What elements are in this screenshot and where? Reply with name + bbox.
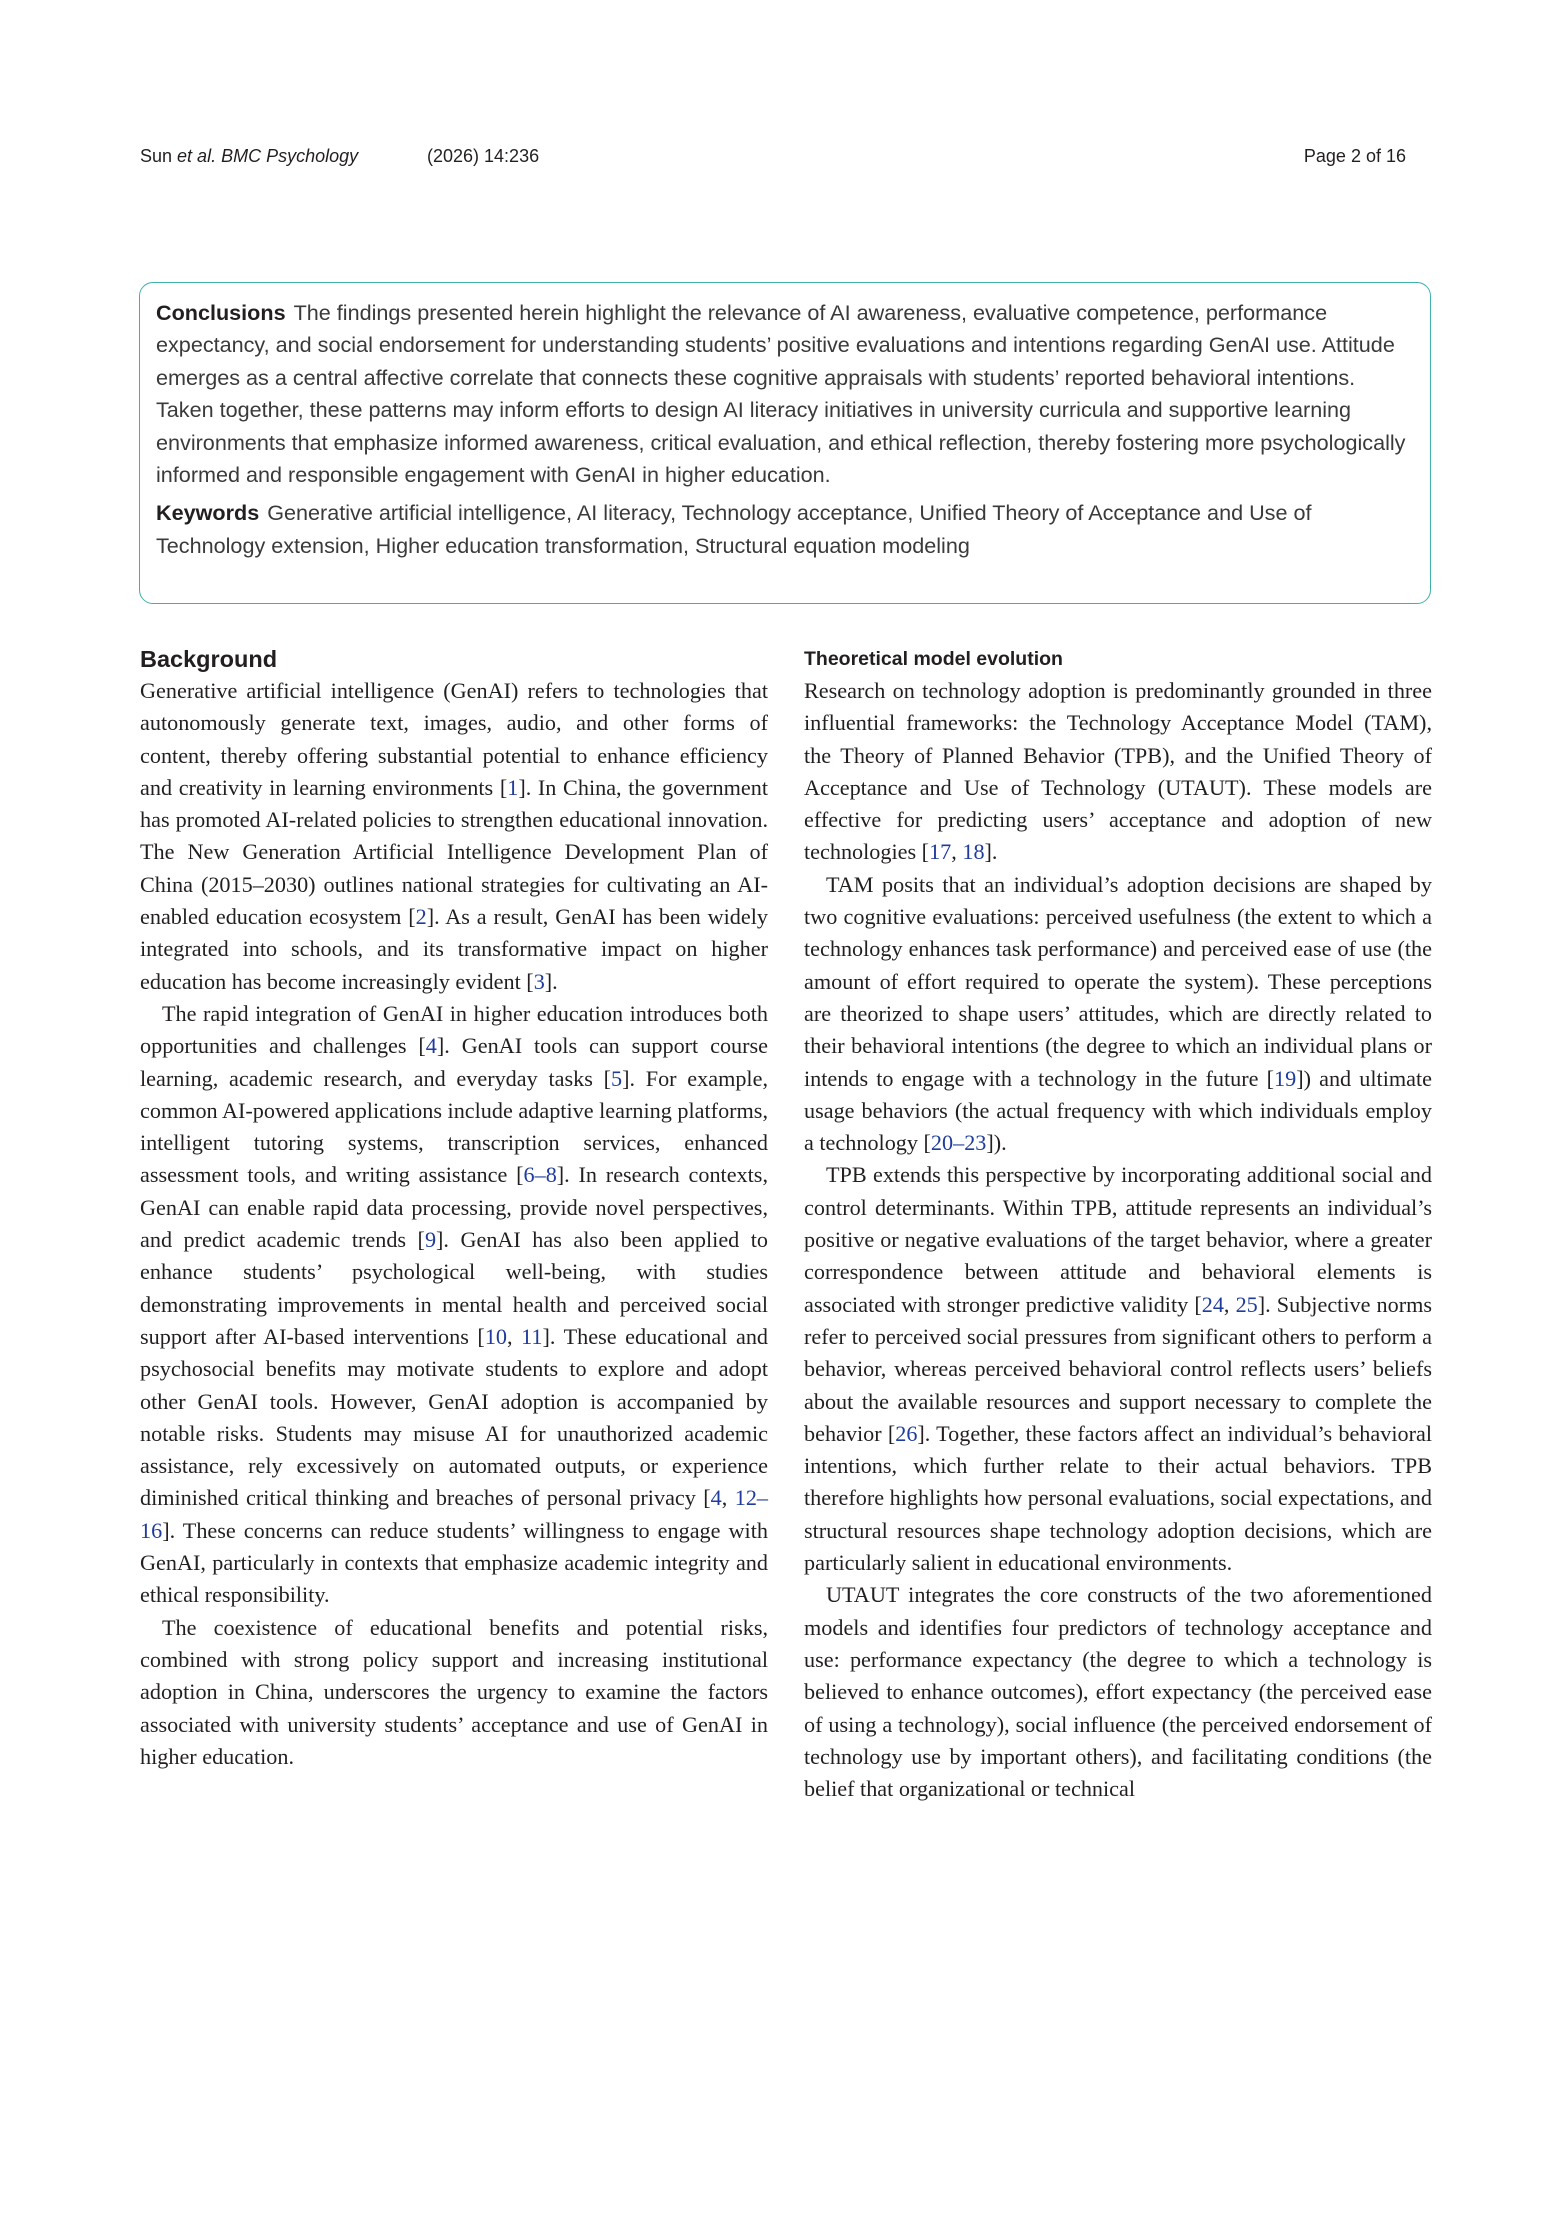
paragraph: TPB extends this perspective by incorporating additional social and control determinants. Within TPB, attitude represents an individual’s positive or negative evaluations of the target behavior, where a greater correspondence between attitude and behavioral elements is associated with stronger predictive validity [24, 25]. Subjective norms refer to perceived social pressures from significant others to perform a behavior, whereas perceived behavioral control reflects users’ beliefs about the available resources and support necessary to complete the behavior [26]. Together, these factors affect an individual’s behavioral intentions, which further relate to their actual behaviors. TPB therefore highlights how personal evaluations, social expectations, and structural resources shape technology adoption decisions, which are particularly salient in educational environments. xyxy=(804,1162,1433,1576)
paragraph: The rapid integration of GenAI in higher education introduces both opportunities and challenges [4]. GenAI tools can support course learning, academic research, and everyday tasks [5]. For example, common AI-powered applications include adaptive learning platforms, intelligent tutoring systems, transcription services, enhanced assessment tools, and writing assistance [6–8]. In research contexts, GenAI can enable rapid data processing, provide novel perspectives, and predict academic trends [9]. GenAI has also been applied to enhance students’ psychological well-being, with studies demonstrating improvements in mental health and perceived social support after AI-based interventions [10, 11]. These educational and psychosocial benefits may motivate students to explore and adopt other GenAI tools. However, GenAI adoption is accompanied by notable risks. Students may misuse AI for unauthorized academic assistance, rely excessively on automated outputs, or experience diminished critical thinking and breaches of personal privacy [4, 12–16]. These concerns can reduce students’ willingness to engage with GenAI, particularly in contexts that emphasize academic integrity and ethical responsibility. xyxy=(140,1000,769,1608)
citation-link[interactable]: 26 xyxy=(895,1420,918,1446)
citation-link[interactable]: 11 xyxy=(521,1323,543,1349)
paragraph: UTAUT integrates the core constructs of the two aforementioned models and identifies four predictors of technology acceptance and use: performance expectancy (the degree to which a technology is believed to enhance outcomes), effort expectancy (the perceived ease of using a technology), social influence (the perceived endorsement of technology use by important others), and facilitating conditions (the belief that organizational or technical xyxy=(804,1582,1432,1802)
paragraph: Generative artificial intelligence (GenAI) refers to technologies that autonomously generate text, images, audio, and other forms of content, thereby offering substantial potential to enhance efficiency and creativity in learning environments [1]. In China, the government has promoted AI-related policies to strengthen educational innovation. The New Generation Artificial Intelligence Development Plan of China (2015–2030) outlines national strategies for cultivating an AI-enabled education ecosystem [2]. As a result, GenAI has been widely integrated into schools, and its transformative impact on higher education has become increasingly evident [3]. xyxy=(140,678,768,994)
citation-link[interactable]: 20–23 xyxy=(930,1130,987,1156)
journal-name: BMC Psychology xyxy=(221,146,359,166)
keywords-paragraph xyxy=(156,497,1414,562)
year-volume: (2026) 14:236 xyxy=(427,146,540,166)
citation-link[interactable]: 17 xyxy=(929,839,952,865)
citation-link[interactable]: 12–16 xyxy=(140,1485,768,1543)
citation-link[interactable]: 3 xyxy=(533,968,545,994)
citation-link[interactable]: 24 xyxy=(1201,1291,1224,1317)
running-head-citation: Sun et al. BMC Psychology xyxy=(140,146,359,166)
keywords-label: Keywords xyxy=(156,500,260,526)
paragraph: TAM posits that an individual’s adoption decisions are shaped by two cognitive evaluations: perceived usefulness (the extent to which a technology enhances task performance) and perceived ease of use (the amount of effort required to operate the system). These perceptions are theorized to shape users’ attitudes, which are directly related to their behavioral intentions (the degree to which an individual plans or intends to engage with a technology in the future [19]) and ultimate usage behaviors (the actual frequency with which individuals employ a technology [20–23]). xyxy=(804,871,1432,1156)
citation-link[interactable]: 18 xyxy=(962,839,985,865)
keywords-text: Generative artificial intelligence, AI literacy, Technology acceptance, Unified Theory of Acceptance and Use of Technology extension, Higher education transformation, Structural equation modeling xyxy=(156,500,1312,558)
citation-link[interactable]: 25 xyxy=(1235,1291,1258,1317)
page-number: Page 2 of 16 xyxy=(1303,146,1406,166)
citation-link[interactable]: 5 xyxy=(610,1065,623,1091)
citation-link[interactable]: 19 xyxy=(1274,1065,1297,1091)
abstract-box xyxy=(139,282,1431,604)
section-heading-background: Background xyxy=(140,646,278,672)
etal: et al. xyxy=(177,146,217,166)
citation-link[interactable]: 2 xyxy=(415,904,427,930)
conclusions-paragraph xyxy=(156,297,1414,491)
citation-link[interactable]: 4 xyxy=(710,1485,722,1511)
left-column xyxy=(140,643,768,1773)
paragraph: The coexistence of educational benefits and potential risks, combined with strong policy support and increasing institutional adoption in China, underscores the urgency to examine the factors associated with university students’ acceptance and use of GenAI in higher education. xyxy=(140,1614,768,1769)
running-head xyxy=(140,146,1406,170)
citation-link[interactable]: 9 xyxy=(424,1227,437,1253)
citation-link[interactable]: 1 xyxy=(507,774,519,800)
paragraph: Research on technology adoption is predominantly grounded in three influential frameworks: the Technology Acceptance Model (TAM), the Theory of Planned Behavior (TPB), and the Unified Theory of Acceptance and Use of Technology (UTAUT). These models are effective for predicting users’ acceptance and adoption of new technologies [17, 18]. xyxy=(804,678,1432,865)
citation-link[interactable]: 10 xyxy=(484,1323,507,1349)
conclusions-label: Conclusions xyxy=(156,300,286,325)
right-column xyxy=(804,643,1432,1805)
subsection-heading-theoretical-model-evolution: Theoretical model evolution xyxy=(804,648,1063,670)
conclusions-text: The findings presented herein highlight the relevance of AI awareness, evaluative competence, performance expectancy, and social endorsement for understanding students’ positive evaluations and intentions regarding GenAI use. Attitude emerges as a central affective correlate that connects these cognitive appraisals with students’ reported behavioral intentions. Taken together, these patterns may inform efforts to design AI literacy initiatives in university curricula and supportive learning environments that emphasize informed awareness, critical evaluation, and ethical reflection, thereby fostering more psychologically informed and responsible engagement with GenAI in higher education. xyxy=(156,300,1406,488)
citation-link[interactable]: 4 xyxy=(425,1033,437,1059)
citation-link[interactable]: 6–8 xyxy=(523,1162,557,1188)
